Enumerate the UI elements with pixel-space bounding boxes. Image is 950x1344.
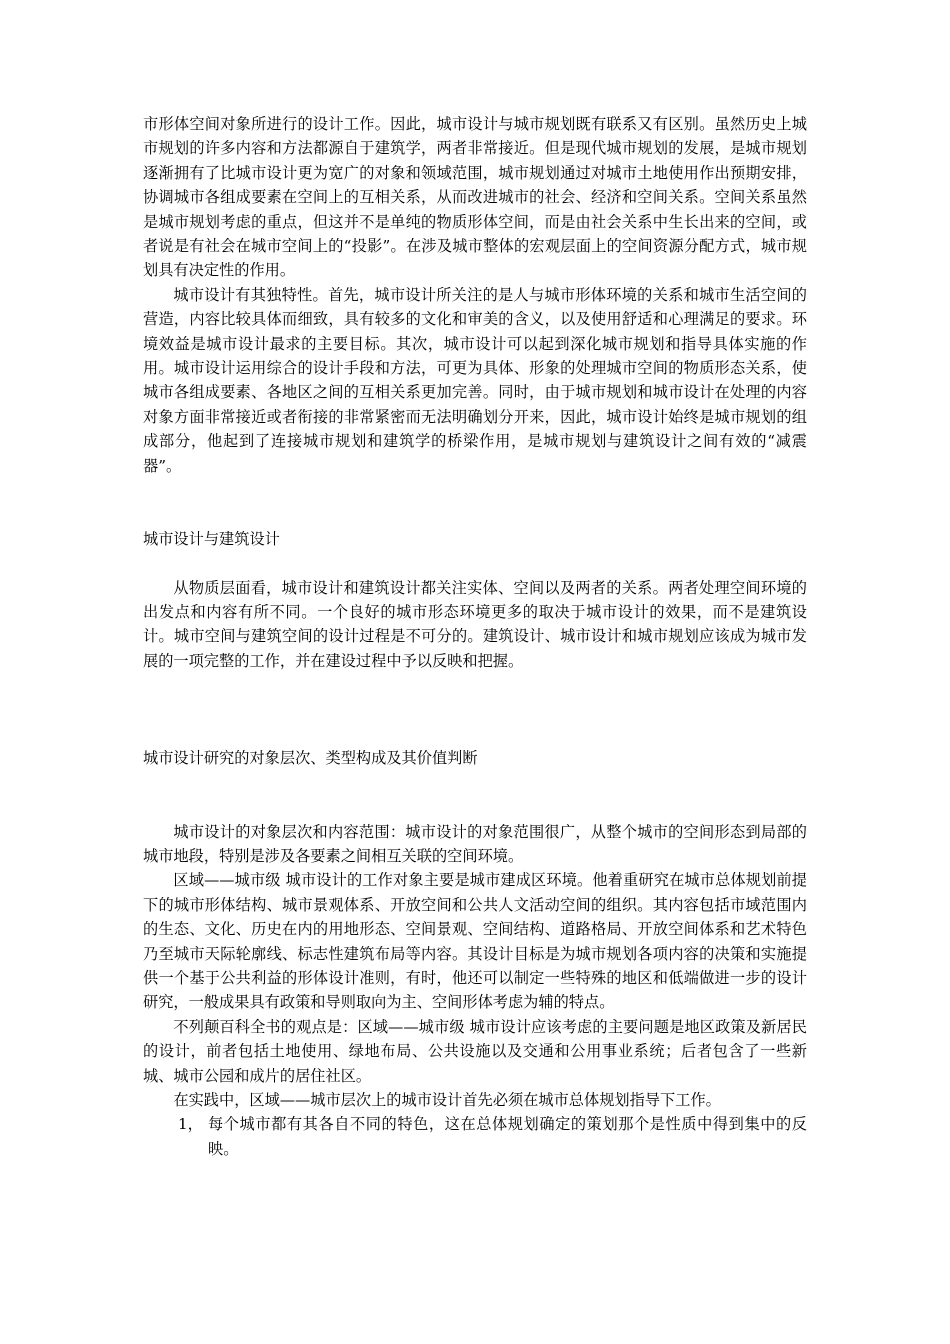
section-heading-urban-architecture: 城市设计与建筑设计 xyxy=(143,530,280,549)
document-body xyxy=(143,112,807,1161)
intro-paragraph-1: 市形体空间对象所进行的设计工作。因此，城市设计与城市规划既有联系又有区别。虽然历史上城市规划的许多内容和方法都源自于建筑学，两者非常接近。但是现代城市规划的发展，是城市规划逐渐拥有了比城市设计更为宽广的对象和领域范围，城市规划通过对城市土地使用作出预期安排，协调城市各组成要素在空间上的互相关系，从而改进城市的社会、经济和空间关系。空间关系虽然是城市规划考虑的重点，但这并不是单纯的物质形体空间，而是由社会关系中生长出来的空间，或者说是有社会在城市空间上的“投影”。在涉及城市整体的宏观层面上的空间资源分配方式，城市规划具有决定性的作用。 xyxy=(143,115,807,280)
section2-paragraph-2: 区域——城市级 城市设计的工作对象主要是城市建成区环境。他着重研究在城市总体规划前提下的城市形体结构、城市景观体系、开放空间和公共人文活动空间的组织。其内容包括市域范围内的生态、文化、历史在内的用地形态、空间景观、空间结构、道路格局、开放空间体系和艺术特色乃至城市天际轮廓线、标志性建筑布局等内容。其设计目标是为城市规划各项内容的决策和实施提供一个基于公共利益的形体设计准则，有时，他还可以制定一些特殊的地区和低端做进一步的设计研究，一般成果具有政策和导则取向为主、空间形体考虑为辅的特点。 xyxy=(143,871,807,1012)
intro-paragraph-2: 城市设计有其独特性。首先，城市设计所关注的是人与城市形体环境的关系和城市生活空间的营造，内容比较具体而细致，具有较多的文化和审美的含义，以及使用舒适和心理满足的要求。环境效益是城市设计最求的主要目标。其次，城市设计可以起到深化城市规划和指导具体实施的作用。城市设计运用综合的设计手段和方法，可更为具体、形象的处理城市空间的物质形态关系，使城市各组成要素、各地区之间的互相关系更加完善。同时，由于城市规划和城市设计在处理的内容对象方面非常接近或者衔接的非常紧密而无法明确划分开来，因此，城市设计始终是城市规划的组成部分，他起到了连接城市规划和建筑学的桥梁作用，是城市规划与建筑设计之间有效的“减震器”。 xyxy=(143,285,807,475)
spacer xyxy=(143,673,807,746)
section-heading-object-levels: 城市设计研究的对象层次、类型构成及其价值判断 xyxy=(143,749,478,768)
list-item-text: 每个城市都有其各自不同的特色，这在总体规划确定的策划那个是性质中得到集中的反映。 xyxy=(208,1115,807,1158)
spacer xyxy=(143,771,807,820)
section2-paragraph-4: 在实践中，区域——城市层次上的城市设计首先必须在城市总体规划指导下工作。 xyxy=(173,1091,721,1109)
section2-paragraph-3: 不列颠百科全书的观点是：区域——城市级 城市设计应该考虑的主要问题是地区政策及新居民的设计，前者包括土地使用、绿地布局、公共设施以及交通和公用事业系统；后者包含了一些新城、城市公园和成片的居住社区。 xyxy=(143,1017,807,1085)
spacer xyxy=(143,478,807,527)
list-item xyxy=(143,1112,807,1161)
section1-paragraph: 从物质层面看，城市设计和建筑设计都关注实体、空间以及两者的关系。两者处理空间环境的出发点和内容有所不同。一个良好的城市形态环境更多的取决于城市设计的效果，而不是建筑设计。城市空间与建筑空间的设计过程是不可分的。建筑设计、城市设计和城市规划应该成为城市发展的一项完整的工作，并在建设过程中予以反映和把握。 xyxy=(143,578,807,670)
section2-paragraph-1: 城市设计的对象层次和内容范围：城市设计的对象范围很广，从整个城市的空间形态到局部的城市地段，特别是涉及各要素之间相互关联的空间环境。 xyxy=(143,822,807,865)
list-item-marker: 1， xyxy=(178,1115,203,1134)
spacer xyxy=(143,552,807,576)
numbered-list xyxy=(143,1112,807,1161)
